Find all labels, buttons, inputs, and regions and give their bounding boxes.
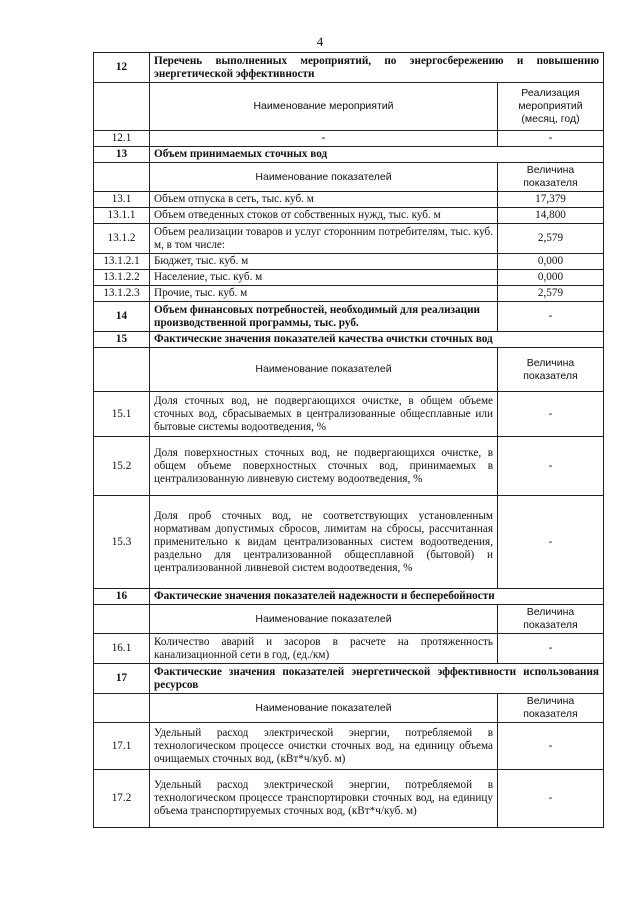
table-row [94, 392, 604, 437]
section-number: 15 [94, 332, 150, 348]
row-value: - [498, 437, 604, 496]
column-header-row [94, 163, 604, 192]
row-number: 13.1.2.3 [94, 286, 150, 302]
row-number: 15.2 [94, 437, 150, 496]
section-13-header [94, 147, 604, 163]
column-header-value: Величина показателя [498, 605, 604, 634]
row-number: 13.1.2.2 [94, 270, 150, 286]
table-row [94, 634, 604, 664]
section-number: 17 [94, 664, 150, 694]
column-header-value: Величина показателя [498, 348, 604, 392]
row-name: Удельный расход электрической энергии, потребляемой в технологическом процессе очистки сточных вод, на единицу объема очищаемых сточных вод, (кВт*ч/куб. м) [150, 723, 498, 770]
row-number: 16.1 [94, 634, 150, 664]
row-name: Бюджет, тыс. куб. м [150, 254, 498, 270]
row-value: 14,800 [498, 208, 604, 224]
row-number: 15.1 [94, 392, 150, 437]
row-number: 12.1 [94, 131, 150, 147]
row-number: 13.1.1 [94, 208, 150, 224]
column-header-row [94, 83, 604, 131]
row-name: Количество аварий и засоров в расчете на протяженность канализационной сети в год, (ед./км) [150, 634, 498, 664]
row-value: 0,000 [498, 270, 604, 286]
section-title: Фактические значения показателей надежности и бесперебойности [150, 589, 604, 605]
row-value: - [498, 723, 604, 770]
table-row [94, 286, 604, 302]
section-17-header [94, 664, 604, 694]
row-value: - [498, 496, 604, 589]
row-value: - [498, 392, 604, 437]
section-number: 16 [94, 589, 150, 605]
row-name: Доля сточных вод, не подвергающихся очистке, в общем объеме сточных вод, сбрасываемых в централизованные общесплавные или бытовые системы водоотведения, % [150, 392, 498, 437]
row-name: Доля поверхностных сточных вод, не подвергающихся очистке, в общем объеме поверхностных сточных вод, принимаемых в централизованную ливневую систему водоотведения, % [150, 437, 498, 496]
row-value: 0,000 [498, 254, 604, 270]
column-header-name: Наименование мероприятий [150, 83, 498, 131]
section-14-header [94, 302, 604, 332]
section-12-header [94, 53, 604, 83]
section-title: Фактические значения показателей качества очистки сточных вод [150, 332, 604, 348]
section-title: Объем финансовых потребностей, необходимый для реализации производственной программы, тыс. руб. [150, 302, 498, 332]
row-name: Объем отпуска в сеть, тыс. куб. м [150, 192, 498, 208]
row-value: - [498, 302, 604, 332]
row-value: - [498, 770, 604, 828]
row-name: Удельный расход электрической энергии, потребляемой в технологическом процессе транспортировки сточных вод, на единицу объема транспортируемых сточных вод, (кВт*ч/куб. м) [150, 770, 498, 828]
row-number: 13.1 [94, 192, 150, 208]
table-row [94, 723, 604, 770]
row-name: Прочие, тыс. куб. м [150, 286, 498, 302]
row-name: Объем отведенных стоков от собственных нужд, тыс. куб. м [150, 208, 498, 224]
table-row [94, 131, 604, 147]
section-number: 13 [94, 147, 150, 163]
row-value: 2,579 [498, 224, 604, 254]
row-value: 17,379 [498, 192, 604, 208]
row-value: - [498, 131, 604, 147]
section-title: Фактические значения показателей энергетической эффективности использования ресурсов [150, 664, 604, 694]
table-row [94, 224, 604, 254]
section-number: 14 [94, 302, 150, 332]
section-title: Объем принимаемых сточных вод [150, 147, 604, 163]
page-number: 4 [316, 34, 324, 49]
table-row [94, 192, 604, 208]
column-header-name: Наименование показателей [150, 605, 498, 634]
row-number: 15.3 [94, 496, 150, 589]
table-row [94, 770, 604, 828]
section-number: 12 [94, 53, 150, 83]
row-number: 13.1.2.1 [94, 254, 150, 270]
row-number: 17.1 [94, 723, 150, 770]
row-value: 2,579 [498, 286, 604, 302]
table-row [94, 437, 604, 496]
row-name: Доля проб сточных вод, не соответствующих установленным нормативам допустимых сбросов, лимитам на сбросы, рассчитанная применительно к видам централизованных систем водоотведения, раздельно для централизованной общесплавной (бытовой) и централизованной ливневой систем водоотведения, % [150, 496, 498, 589]
column-header-row [94, 605, 604, 634]
column-header-row [94, 694, 604, 723]
row-number: 13.1.2 [94, 224, 150, 254]
row-name: Население, тыс. куб. м [150, 270, 498, 286]
row-name: Объем реализации товаров и услуг сторонним потребителям, тыс. куб. м, в том числе: [150, 224, 498, 254]
column-header-row [94, 348, 604, 392]
column-header-value: Величина показателя [498, 163, 604, 192]
report-table [93, 52, 604, 828]
table-row [94, 254, 604, 270]
table-row [94, 208, 604, 224]
row-name: - [150, 131, 498, 147]
row-value: - [498, 634, 604, 664]
section-16-header [94, 589, 604, 605]
column-header-value: Реализация мероприятий (месяц, год) [498, 83, 604, 131]
table-row [94, 496, 604, 589]
row-number: 17.2 [94, 770, 150, 828]
column-header-name: Наименование показателей [150, 163, 498, 192]
column-header-value: Величина показателя [498, 694, 604, 723]
section-15-header [94, 332, 604, 348]
table-row [94, 270, 604, 286]
column-header-name: Наименование показателей [150, 694, 498, 723]
section-title: Перечень выполненных мероприятий, по энергосбережению и повышению энергетической эффективности [150, 53, 604, 83]
column-header-name: Наименование показателей [150, 348, 498, 392]
